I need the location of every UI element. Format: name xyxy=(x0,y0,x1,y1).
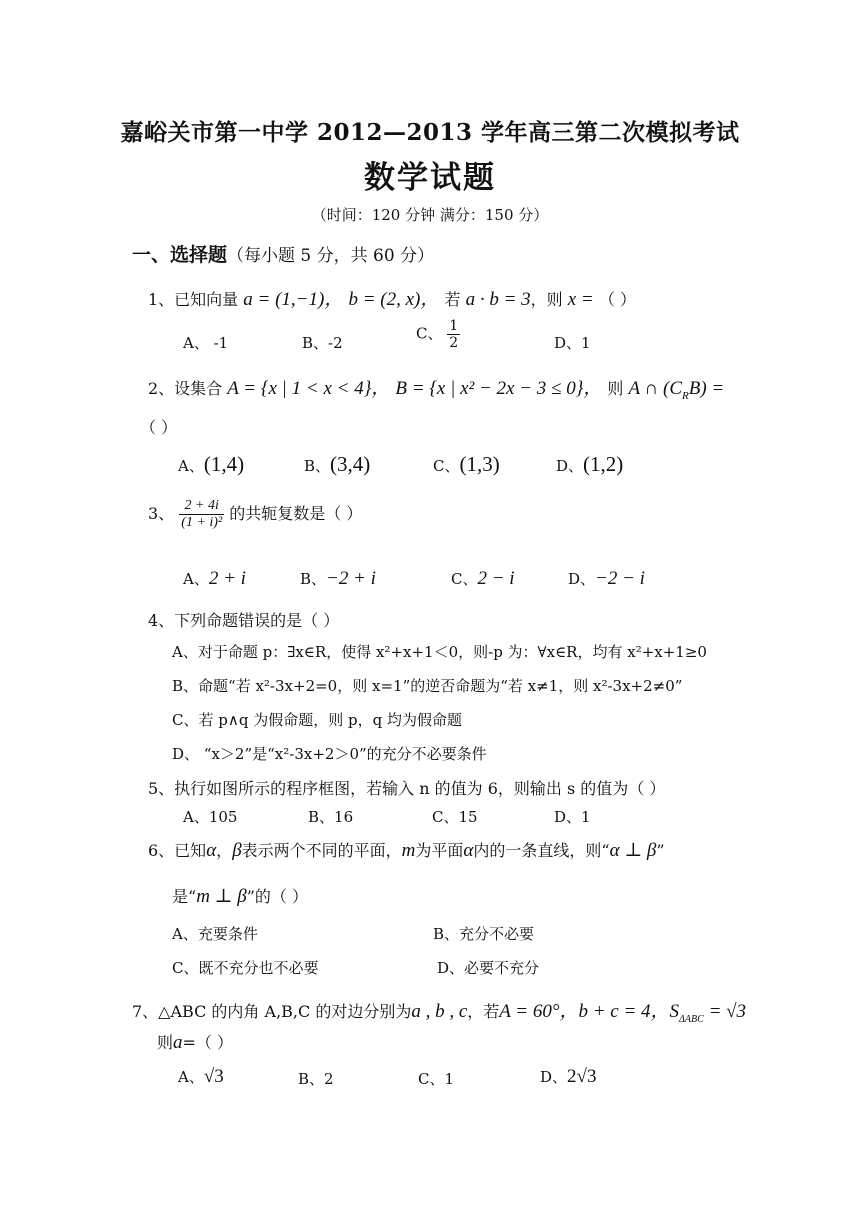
q6-text: 表示两个不同的平面， xyxy=(241,841,402,860)
q7-option-a xyxy=(178,1066,224,1088)
q7-answer-blank: =（ ） xyxy=(182,1033,234,1052)
q1-vector-a: a = (1,−1)， xyxy=(243,289,344,310)
q3-option-a xyxy=(183,568,246,590)
q7-text: ，若 xyxy=(467,1002,500,1021)
q2-expr-tail: B) = xyxy=(688,378,725,399)
q2-expr-sub: R xyxy=(682,389,689,402)
q2-expr-head: A ∩ (C xyxy=(628,378,682,399)
fraction-denominator: 2 xyxy=(449,335,459,352)
question-1 xyxy=(148,284,636,311)
question-2 xyxy=(148,373,724,402)
q6-option-d: D、必要不充分 xyxy=(437,959,540,977)
q5-option-c: C、15 xyxy=(432,808,478,826)
q1-text: 若 xyxy=(444,290,461,309)
fraction-numerator: 1 xyxy=(449,318,459,334)
q2-text: 则 xyxy=(607,379,624,398)
q6-beta: β xyxy=(232,840,242,861)
q7-option-d-value: 2√3 xyxy=(567,1066,597,1087)
exam-info: （时间：120 分钟 满分：150 分） xyxy=(311,206,549,224)
q7-text: 则 xyxy=(157,1033,174,1052)
q1-option-c-label: C、 xyxy=(416,324,443,343)
section-heading xyxy=(132,240,434,267)
q7-option-c: C、1 xyxy=(418,1070,455,1088)
q1-option-b: B、-2 xyxy=(302,334,343,352)
q3-option-d-value: −2 − i xyxy=(595,568,645,589)
q6-text: 内的一条直线，则“ xyxy=(473,841,610,860)
q7-conditions-tail: = √3 xyxy=(708,1001,747,1022)
q1-dot-product: a · b = 3 xyxy=(465,289,531,310)
q3-text: 3、 xyxy=(148,504,175,524)
q4-option-b: B、命题“若 x²-3x+2=0，则 x=1”的逆否命题为“若 x≠1，则 x²-3x+2≠0” xyxy=(172,677,683,695)
q6-line-m: m xyxy=(401,840,416,861)
q2-option-a xyxy=(178,452,244,477)
q3-option-c xyxy=(451,568,515,590)
q7-option-a-value: √3 xyxy=(203,1066,224,1087)
q2-option-c-value: (1,3) xyxy=(459,452,500,476)
q1-text: 1、已知向量 xyxy=(148,290,239,309)
q4-option-c: C、若 p∧q 为假命题，则 p，q 均为假命题 xyxy=(172,711,462,729)
q7-option-d xyxy=(540,1066,596,1088)
q6-text: ” xyxy=(656,841,665,860)
question-6 xyxy=(148,838,665,862)
q6-option-a: A、充要条件 xyxy=(172,925,258,943)
question-7 xyxy=(132,996,746,1025)
q2-expression xyxy=(628,378,725,402)
q3-denominator: (1 + i)² xyxy=(181,515,223,531)
q3-option-b xyxy=(300,568,376,590)
q6-relation-2: m ⊥ β xyxy=(196,886,247,907)
fraction xyxy=(447,318,460,351)
q6-alpha: α xyxy=(463,840,474,861)
q1-unknown: x = xyxy=(567,289,594,310)
q6-option-c: C、既不充分也不必要 xyxy=(172,959,319,977)
q6-text: ”的（ ） xyxy=(246,887,309,906)
q2-option-d xyxy=(556,452,623,477)
q3-option-c-value: 2 − i xyxy=(477,568,515,589)
q7-conditions-head: A = 60°，b + c = 4，S xyxy=(499,1001,680,1022)
q7-conditions xyxy=(499,1001,747,1025)
q2-answer-blank: （ ） xyxy=(140,418,178,437)
question-3 xyxy=(148,498,362,531)
q3-numerator: 2 + 4i xyxy=(179,498,224,515)
q3-option-a-value: 2 + i xyxy=(208,568,246,589)
q2-set-a: A = {x | 1 < x < 4}， xyxy=(227,378,391,399)
exam-subject: 数学试题 xyxy=(364,160,496,196)
q6-text: 是“ xyxy=(172,887,197,906)
q7-conditions-sub: ΔABC xyxy=(679,1013,704,1025)
q5-option-b: B、16 xyxy=(308,808,354,826)
q6-text: 为平面 xyxy=(415,841,464,860)
q7-option-a-label: A、 xyxy=(178,1068,204,1086)
q1-option-d: D、1 xyxy=(554,334,591,352)
question-7-line-2 xyxy=(157,1030,233,1054)
q3-fraction xyxy=(179,498,224,531)
q3-text: 的共轭复数是（ ） xyxy=(229,504,363,524)
section-note: （每小题 5 分，共 60 分） xyxy=(227,246,435,266)
q2-set-b: B = {x | x² − 2x − 3 ≤ 0}， xyxy=(395,378,603,399)
q7-sides: a , b , c xyxy=(411,1001,468,1022)
q7-option-d-label: D、 xyxy=(540,1068,568,1086)
q4-option-a: A、对于命题 p：∃x∈R，使得 x²+x+1＜0，则-p 为：∀x∈R，均有 x²+x+1≥0 xyxy=(172,643,707,661)
q1-option-c xyxy=(416,318,460,351)
q3-option-d xyxy=(568,568,645,590)
q2-option-b-label: B、 xyxy=(304,457,331,475)
q7-side-a: a xyxy=(173,1032,183,1053)
q1-text: ，则 xyxy=(530,290,563,309)
q6-alpha: α xyxy=(206,840,217,861)
section-name: 一、选择题 xyxy=(132,244,228,266)
q1-answer-blank: （ ） xyxy=(598,290,636,309)
q2-option-c-label: C、 xyxy=(433,457,460,475)
q3-option-b-value: −2 + i xyxy=(326,568,376,589)
q3-option-a-label: A、 xyxy=(183,570,209,588)
question-6-line-2 xyxy=(172,884,308,908)
q5-option-d: D、1 xyxy=(554,808,591,826)
question-4: 4、下列命题错误的是（ ） xyxy=(148,611,340,630)
q3-option-c-label: C、 xyxy=(451,570,478,588)
q2-option-d-label: D、 xyxy=(556,457,584,475)
exam-title: 嘉峪关市第一中学 2012—2013 学年高三第二次模拟考试 xyxy=(120,119,740,146)
q3-option-b-label: B、 xyxy=(300,570,327,588)
q4-option-d: D、 “x＞2”是“x²-3x+2＞0”的充分不必要条件 xyxy=(172,745,487,763)
q2-option-b xyxy=(304,452,370,477)
q2-option-a-label: A、 xyxy=(178,457,204,475)
q6-relation-1: α ⊥ β xyxy=(609,840,657,861)
q6-text: 6、已知 xyxy=(148,841,207,860)
q7-text: 7、△ABC 的内角 A,B,C 的对边分别为 xyxy=(132,1002,412,1021)
q2-option-a-value: (1,4) xyxy=(203,452,245,476)
q1-option-a: A、 -1 xyxy=(183,334,229,352)
q5-option-a: A、105 xyxy=(183,808,238,826)
question-5: 5、执行如图所示的程序框图，若输入 n 的值为 6，则输出 s 的值为（ ） xyxy=(148,779,666,798)
q6-text: ， xyxy=(216,841,233,860)
q3-option-d-label: D、 xyxy=(568,570,596,588)
q2-option-d-value: (1,2) xyxy=(583,452,624,476)
q2-option-c xyxy=(433,452,500,477)
q7-option-b: B、2 xyxy=(298,1070,334,1088)
q1-vector-b: b = (2, x)， xyxy=(348,289,440,310)
q2-option-b-value: (3,4) xyxy=(330,452,371,476)
q6-option-b: B、充分不必要 xyxy=(433,925,535,943)
q2-text: 2、设集合 xyxy=(148,379,223,398)
